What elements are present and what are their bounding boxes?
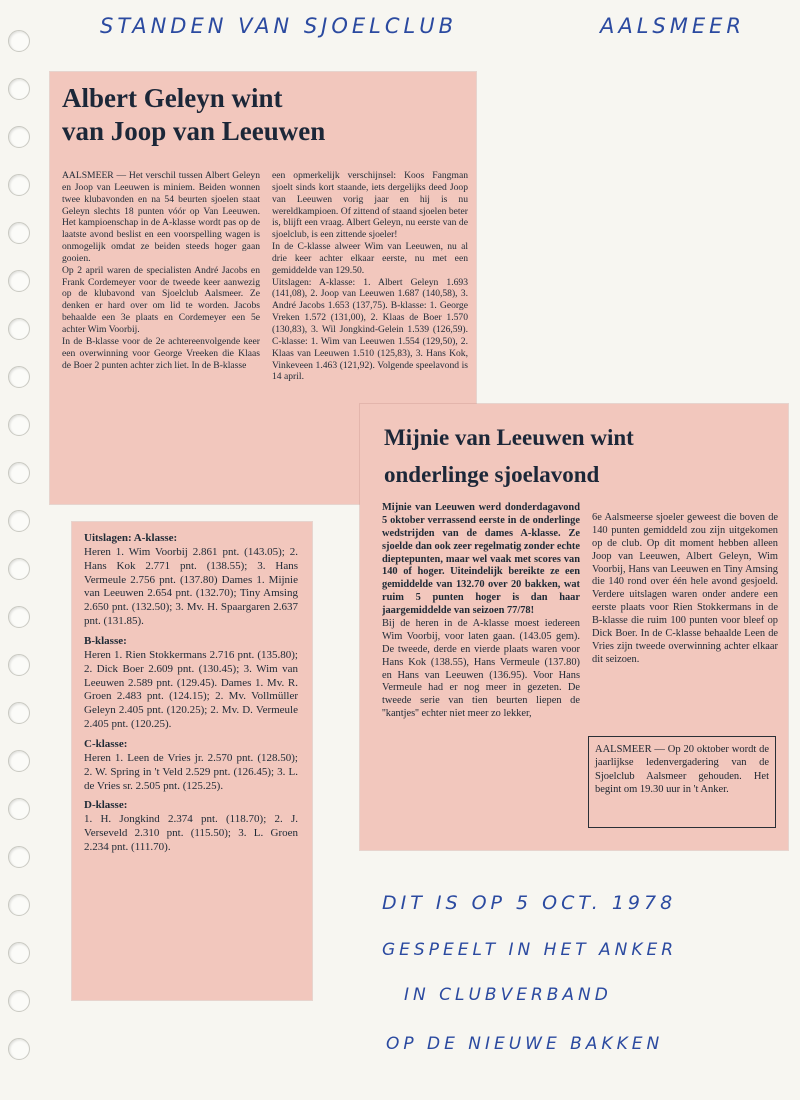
binder-hole (8, 222, 30, 244)
paragraph: In de B-klasse voor de 2e achtereenvolgende keer een overwinning voor George Vreeken die Klaas de Boer 2 punten achter zich liet. In de B-klasse (62, 335, 260, 371)
results-text: Heren 1. Rien Stokkermans 2.716 pnt. (135.80); 2. Dick Boer 2.609 pnt. (130.45); 3. Wim van Leeuwen 2.589 pnt. (129.45). Dames 1. Mv. R. Groen 2.483 pnt. (124.15); 2. Mv. Vollmüller Geleyn 2.405 pnt. (120.25); 2. Mv. D. Vermeule 2.405 pnt. (120.25). (84, 648, 298, 731)
binder-hole (8, 990, 30, 1012)
binder-hole (8, 942, 30, 964)
binder-hole (8, 510, 30, 532)
binder-hole (8, 798, 30, 820)
paragraph: Op 2 april waren de specialisten André Jacobs en Frank Cordemeyer voor de tweede keer aanwezig op de klubavond van Sjoelclub Aalsmeer. Ze denken er hard over om lid te worden. Jacobs behaalde een 3e plaats en Cordemeyer een 5e achter Wim Voorbij. (62, 264, 260, 335)
results-text: Heren 1. Wim Voorbij 2.861 pnt. (143.05); 2. Hans Kok 2.771 pnt. (138.55); 3. Hans Vermeule 2.756 pnt. (137.80) Dames 1. Mijnie van Leeuwen 2.654 pnt. (132.70); Tiny Amsing 2.650 pnt. (132.50); 3. Mv. H. Spaargaren 2.637 pnt. (131.85). (84, 545, 298, 628)
handwritten-club-location: AALSMEER (600, 14, 746, 38)
results-list (84, 532, 298, 855)
paragraph: een opmerkelijk verschijnsel: Koos Fangman sjoelt sinds kort staande, iets dergelijks deed Joop van Leeuwen vorig jaar en hij is nu wereldkampioen. Of zittend of staand sjoelen beter is, blijft een vraag. Albert Geleyn, nu eerste van de sjoelclub, is een zittende sjoeler! (272, 170, 468, 241)
announcement-box: AALSMEER — Op 20 oktober wordt de jaarlijkse ledenvergadering van de Sjoelclub Aalsmeer gehouden. Het begint om 19.30 uur in 't Anker. (588, 736, 776, 828)
binder-hole (8, 270, 30, 292)
binder-hole (8, 558, 30, 580)
binder-hole (8, 462, 30, 484)
headline-line: onderlinge sjoelavond (384, 461, 600, 487)
binder-hole (8, 366, 30, 388)
binder-hole (8, 702, 30, 724)
article-column-right (272, 170, 468, 383)
section-heading: Uitslagen: A-klasse: (84, 532, 178, 544)
section-heading: D-klasse: (84, 799, 128, 812)
section-heading: C-klasse: (84, 738, 128, 751)
paragraph: In de C-klasse alweer Wim van Leeuwen, nu al drie keer achter elkaar eerste, nu met een gemiddelde van 129.50. (272, 241, 468, 276)
binder-hole (8, 894, 30, 916)
paragraph: AALSMEER — Het verschil tussen Albert Geleyn en Joop van Leeuwen is miniem. Beiden wonnen twee klubavonden en na 54 beurten sjoelen staat Geleyn slechts 18 punten vóór op Van Leeuwen. Het kampioenschap in de A-klasse wordt pas op de laatste avond beslist en een voorspelling wagen is onmogelijk omdat ze beiden steeds hoger gaan gooien. (62, 170, 260, 264)
binder-hole (8, 750, 30, 772)
lead-paragraph: Mijnie van Leeuwen werd donderdagavond 5 oktober verrassend eerste in de onderlinge wedstrijden van de dames A-klasse. Ze sjoelde dan ook zeer regelmatig zonder echte dieptepunten, maar wel vaak met scores van 140 of hoger. Uiteindelijk bereikte ze een gemiddelde van 132.70 over 20 bakken, wat ruim 5 punten hoger is dan haar jaargemiddelde van seizoen 77/78! (382, 502, 580, 617)
binder-hole (8, 174, 30, 196)
results-text: 1. H. Jongkind 2.374 pnt. (118.70); 2. J. Verseveld 2.310 pnt. (115.50); 3. L. Groen 2.234 pnt. (111.70). (84, 813, 298, 854)
article-column-left (382, 502, 580, 816)
handwritten-note-line: GESPEELT IN HET ANKER (382, 940, 678, 960)
article-column-right (592, 512, 778, 667)
binder-hole (8, 78, 30, 100)
binder-hole (8, 654, 30, 676)
handwritten-title: STANDEN VAN SJOELCLUB (100, 14, 457, 38)
binder-hole (8, 126, 30, 148)
paragraph: Uitslagen: A-klasse: 1. Albert Geleyn 1.693 (141,08), 2. Joop van Leeuwen 1.687 (140,58), 3. André Jacobs 1.653 (137,75). B-klasse: 1. George Vreken 1.572 (131,00), 2. Klaas de Boer 1.570 (130,83), 3. Wil Jongkind-Gelein 1.539 (126,59). C-klasse: 1. Wim van Leeuwen 1.554 (129,50), 2. Klaas van Leeuwen 1.510 (125,83), 3. Hans Kok, Vinkeveen 1.463 (121,92). Volgende speelavond is 14 april. (272, 276, 468, 383)
binder-hole (8, 318, 30, 340)
binder-hole (8, 846, 30, 868)
clipping-uitslagen (72, 522, 312, 1000)
paragraph: Bij de heren in de A-klasse moest iedereen Wim Voorbij, voor laten gaan. (143.05 gem). De tweede, derde en vierde plaats waren voor Hans Kok (138.55), Hans Vermeule (137.80) en Hans van Leeuwen (136.95). Voor Hans Vermeule had er nog meer in gezeten. De tweede serie van tien beurten liepen de ''kantjes'' echter niet meer zo lekker, (382, 618, 580, 720)
headline-line: Mijnie van Leeuwen wint (384, 425, 634, 450)
clipping-mijnie-van-leeuwen (360, 404, 788, 850)
handwritten-note-line: DIT IS OP 5 OCT. 1978 (382, 892, 677, 914)
article-column-left (62, 170, 260, 371)
section-heading: B-klasse: (84, 635, 127, 648)
binder-hole (8, 1038, 30, 1060)
binder-hole (8, 414, 30, 436)
headline (384, 420, 634, 494)
handwritten-note-line: OP DE NIEUWE BAKKEN (386, 1034, 664, 1054)
handwritten-note-line: IN CLUBVERBAND (404, 985, 612, 1005)
paragraph: 6e Aalsmeerse sjoeler geweest die boven de 140 punten gemiddeld zou zijn uitgekomen op de club. Op dit moment hebben alleen Joop van Leeuwen, Albert Geleyn, Wim Voorbij, Hans van Leeuwen en Tiny Amsing die 140 rond over één hele avond gesjoeld. Verdere uitslagen waren onder andere een eerste plaats voor Rien Stokkermans in de B-klasse die ruim 100 punten voor bleef op Dick Boer. In de C-klasse behaalde Leen de Vries zijn tweede overwinning achter elkaar dit seizoen. (592, 512, 778, 665)
binder-hole (8, 30, 30, 52)
headline (62, 82, 325, 148)
results-text: Heren 1. Leen de Vries jr. 2.570 pnt. (128.50); 2. W. Spring in 't Veld 2.529 pnt. (126.45); 3. L. de Vries sr. 2.505 pnt. (125.25). (84, 751, 298, 792)
headline-line: van Joop van Leeuwen (62, 115, 326, 146)
binder-hole (8, 606, 30, 628)
headline-line: Albert Geleyn wint (62, 83, 283, 113)
